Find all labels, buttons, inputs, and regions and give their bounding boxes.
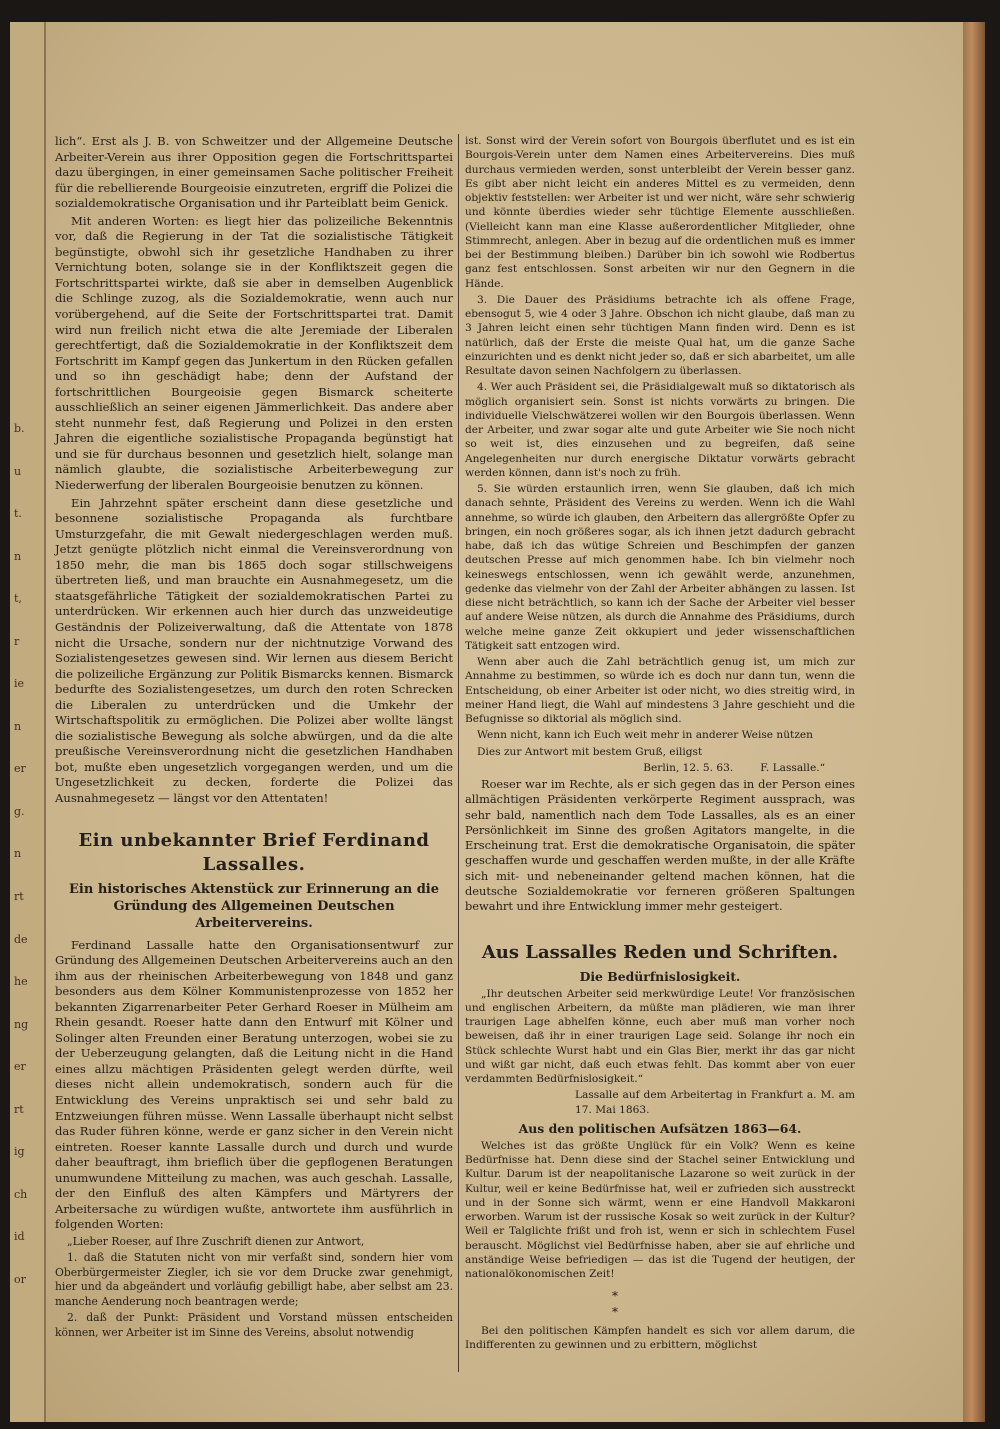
letter-conditions: Wenn aber auch die Zahl beträchtlich genug ist, um mich zur Annahme zu bestimmen, so würde ich es doch nur dann tun, wenn die Entscheidung, ob einer Arbeiter ist oder nicht, wo dies streitig wird, in meiner Hand liegt, die Wahl auf mindestens 3 Jahre geschieht und die Befugnisse so diktorial als möglich sind. xyxy=(465,656,855,725)
article-headline: Ein unbekannter Brief Ferdinand Lassalles. xyxy=(78,829,430,875)
letter-part-2 xyxy=(465,134,855,775)
letter-continuation: ist. Sonst wird der Verein sofort von Bourgois überflutet und es ist ein Bourgois-Verein unter dem Namen eines Arbeitervereins. Dies muß durchaus vermieden werden, sonst unterbleibt der Verein besser ganz. Es gibt aber nicht leicht ein anderes Mittel es zu vermeiden, denn objektiv feststellen: wer Arbeiter ist und wer nicht, wäre sehr schwierig und könnte überdies wieder sehr tüchtige Elemente ausschließen. (Vielleicht kann man eine Klasse außerordentlicher Mitglieder, ohne Stimmrecht, anlegen. Aber in bezug auf die ordentlichen muß es immer bei der Bestimmung bleiben.) Darüber bin ich sowohl wie Rodbertus ganz fest entschlossen. Sonst arbeiten wir nur den Gegnern in die Hände. xyxy=(465,135,855,290)
subsection-title-1: Die Bedürfnislosigkeit. xyxy=(579,968,741,984)
column-divider xyxy=(458,134,459,1372)
letter-signature: F. Lassalle.“ xyxy=(760,761,825,774)
commentary-paragraph: Roeser war im Rechte, als er sich gegen das in der Person eines allmächtigen Präsidenten verkörperte Regiment aussprach, was sehr bald, namentlich nach dem Tode Lassalles, als es an einer Persönlichkeit im Sinne des großen Agitators mangelte, in die Erscheinung trat. Erst die demokratische Organisatoin, die später geschaffen wurde und geschaffen werden mußte, in der alle Kräfte sich mit- und nebeneinander geltend machen können, hat die deutsche Sozialdemokratie vor ferneren größeren Spaltungen bewahrt und ihre Entwicklung immer mehr gesteigert. xyxy=(465,777,855,914)
letter-part-1 xyxy=(55,1235,453,1341)
margin-fragment: t, xyxy=(14,592,22,606)
margin-fragment: r xyxy=(14,634,20,648)
letter-point-2: 2. daß der Punkt: Präsident und Vorstand müssen entscheiden können, wer Arbeiter ist im Sinne des Vereins, absolut notwendig xyxy=(55,1311,453,1339)
letter-closing-1: Wenn nicht, kann ich Euch weit mehr in anderer Weise nützen xyxy=(477,729,813,742)
quote-3: Bei den politischen Kämpfen handelt es sich vor allem darum, die Indifferenten zu gewinnen und zu erbittern, möglichst xyxy=(465,1324,855,1352)
newspaper-page xyxy=(10,22,985,1422)
margin-fragment: g. xyxy=(14,804,25,818)
right-column xyxy=(465,134,855,1369)
margin-fragment: ie xyxy=(14,677,25,691)
subsection-title-2: Aus den politischen Aufsätzen 1863—64. xyxy=(518,1120,802,1136)
quote-2: Welches ist das größte Unglück für ein Volk? Wenn es keine Bedürfnisse hat. Denn diese sind der Stachel seiner Entwicklung und Kultur. Darum ist der neapolitanische Lazarone so weit zurück in der Kultur, weil er keine Bedürfnisse hat, weil er zufrieden sich ausstreckt und in der Sonne sich wärmt, wenn er eine Handvoll Makkaroni erworben. Warum ist der russische Kosak so weit zurück in der Kultur? Weil er Talglichte frißt und froh ist, wenn er sich in schlechtem Fusel berauscht. Möglichst viel Bedürfnisse haben, aber sie auf ehrliche und anständige Weise befriedigen — das ist die Tugend der heutigen, der nationalökonomischen Zeit! xyxy=(465,1139,855,1281)
book-binding xyxy=(963,22,985,1422)
margin-fragment: er xyxy=(14,1060,26,1074)
letter-salutation: „Lieber Roeser, auf Ihre Zuschrift dienen zur Antwort, xyxy=(67,1234,365,1248)
paragraph-1: lich“. Erst als J. B. von Schweitzer und der Allgemeine Deutsche Arbeiter-Verein aus ihrer Opposition gegen die Fortschrittspartei dazu übergingen, in einer gemeinsamen Sache politischer Freiheit für die rebellierende Bourgeoisie einzutreten, ergriff die Polizei die sozialdemokratische Organisation und ihr Parteiblatt beim Genick. xyxy=(55,134,453,211)
previous-page-edge xyxy=(10,22,46,1422)
letter-point-5: 5. Sie würden erstaunlich irren, wenn Sie glauben, daß ich mich danach sehnte, Präsident des Vereins zu werden. Wenn ich die Wahl annehme, so würde ich glauben, den Arbeitern das allergrößte Opfer zu bringen, ein noch größeres sogar, als ich ihnen jetzt dadurch gebracht habe, daß ich das wütige Schreien und Beschimpfen der ganzen deutschen Presse auf mich genommen habe. Ich bin vielmehr noch keineswegs entschlossen, wenn ich gewählt werde, anzunehmen, gedenke das vielmehr von der Zahl der Arbeiter abhängen zu lassen. Ist diese nicht beträchtlich, so kann ich der Sache der Arbeiter viel besser auf andere Weise nützen, als durch die Annahme des Präsidiums, durch welche meine ganze Zeit okkupiert und jeder wissenschaftlichen Tätigkeit satt entzogen wird. xyxy=(465,483,855,652)
separator-stars: * * xyxy=(612,1289,798,1319)
letter-place-date: Berlin, 12. 5. 63. xyxy=(643,761,734,774)
margin-fragment: ig xyxy=(14,1145,25,1159)
margin-fragment: n xyxy=(14,549,22,563)
margin-fragment: ch xyxy=(14,1187,28,1201)
margin-fragment: rt xyxy=(14,890,24,903)
section-title: Aus Lassalles Reden und Schriften. xyxy=(481,941,839,963)
margin-fragment: or xyxy=(14,1272,26,1286)
letter-point-1: 1. daß die Statuten nicht von mir verfaßt sind, sondern hier vom Oberbürgermeister Ziegler, ich sie vor dem Drucke zwar genehmigt, hier und da abgeändert und vorläufig gebilligt habe, aber selbst am 23. manche Aenderung noch beantragen werde; xyxy=(55,1251,453,1308)
paragraph-3: Ein Jahrzehnt später erscheint dann diese gesetzliche und besonnene sozialistische Propaganda als furchtbare Umsturzgefahr, die mit Gewalt niedergeschlagen werden muß. Jetzt genügte plötzlich nicht einmal die Vereinsverordnung von 1850 mehr, die man bis 1865 doch sogar stillschweigens übertreten ließ, und man brauchte ein Ausnahmegesetz, um die staatsgefährliche Tätigkeit der sozialdemokratischen Partei zu unterdrücken. Wir erkennen auch hier durch das unzweideutige Geständnis der Polizeiverwaltung, daß die Attentate von 1878 nicht die Ursache, sondern nur der nichtnutzige Vorwand des Sozialistengesetzes gewesen sind. Wir lernen aus diesem Bericht die polizeiliche Ergänzung zur Politik Bismarcks kennen. Bismarck bedurfte des Sozialistengesetzes, um durch den roten Schrecken die Liberalen zu unterdrücken und die Umkehr der Wirtschaftspolitik zu ermöglichen. Die Polizei aber wollte längst die sozialistische Bewegung als solche abwürgen, und da die alte preußische Vereinsverordnung nicht die gesetzlichen Handhaben bot, mußte eben ungesetzlich vorgegangen werden, und um die Ungesetzlichkeit zu decken, forderte die Polizei das Ausnahmegesetz — längst vor den Attentaten! xyxy=(55,495,453,805)
margin-fragment: u xyxy=(14,464,22,478)
margin-fragment: n xyxy=(14,719,22,733)
margin-fragment: ng xyxy=(14,1017,29,1031)
article-intro: Ferdinand Lassalle hatte den Organisationsentwurf zur Gründung des Allgemeinen Deutschen Arbeitervereins auch an den ihm aus der rheinischen Arbeiterbewegung von 1848 und ganz besonders aus dem Kölner Kommunistenprozesse von 1852 her bekannten Zigarrenarbeiter Peter Gerhard Roeser in Mülheim am Rhein gesandt. Roeser hatte dann den Entwurf mit Kölner und Solinger alten Freunden einer Beratung unterzogen, wobei sie zu der Ueberzeugung gelangten, daß die Leitung nicht in die Hand eines allzu mächtigen Präsidenten gelegt werden dürfte, weil dieses nicht allein undemokratisch, sondern auch für die Entwicklung des Vereins unpraktisch sei und sehr bald zu Entzweiungen führen müsse. Wenn Lassalle überhaupt nicht selbst das Ruder führen könne, werde er ganz sicher in den Verein nicht eintreten. Roeser kannte Lassalle durch und durch und wurde daher beauftragt, ihm brieflich über die gepflogenen Beratungen unumwundene Mitteilung zu machen, was auch geschah. Lassalle, der den Einfluß des alten Kämpfers und Märtyrers der Arbeitersache zu würdigen wußte, antwortete ihm ausführlich in folgenden Worten: xyxy=(55,937,453,1232)
quote-1: „Ihr deutschen Arbeiter seid merkwürdige Leute! Vor französischen und englischen Arbeitern, da müßte man plädieren, wie man ihrer traurigen Lage abhelfen könne, euch aber muß man vorher noch beweisen, daß ihr in einer traurigen Lage seid. Solange ihr noch ein Stück schlechte Wurst habt und ein Glas Bier, merkt ihr das gar nicht und wißt gar nicht, daß euch etwas fehlt. Das kommt aber von euer verdammten Bedürfnislosigkeit.“ xyxy=(465,987,855,1086)
margin-fragment: n xyxy=(14,847,22,861)
margin-fragment: de xyxy=(14,932,28,946)
margin-fragment: t. xyxy=(14,507,22,521)
quote-1-source: Lassalle auf dem Arbeitertag in Frankfurt a. M. am 17. Mai 1863. xyxy=(575,1089,855,1116)
letter-point-3: 3. Die Dauer des Präsidiums betrachte ich als offene Frage, ebensogut 5, wie 4 oder 3 Jahre. Obschon ich nicht glaube, daß man zu 3 Jahren leicht einen sehr tüchtigen Mann finden wird. Denn es ist natürlich, daß der Erste die meiste Qual hat, um die ganze Sache einzurichten und es denkt nicht jeder so, daß er sich abarbeitet, um alle Resultate davon seinen Nachfolgern zu überlassen. xyxy=(465,293,855,377)
margin-fragment: er xyxy=(14,762,26,776)
left-column xyxy=(55,134,453,1369)
letter-date-signature xyxy=(465,761,855,775)
margin-fragment: b. xyxy=(14,422,25,435)
letter-point-4: 4. Wer auch Präsident sei, die Präsidialgewalt muß so diktatorisch als möglich organisiert sein. Sonst ist nichts vorwärts zu bringen. Die individuelle Vielschwätzerei wollen wir den Bourgois überlassen. Wenn der Arbeiter, und zwar sogar alte und gute Arbeiter wie Sie noch nicht so weit ist, dies einzusehen und zu begreifen, daß seine Angelegenheiten nur durch energische Diktatur vorwärts gebracht werden können, dann ist's noch zu früh. xyxy=(465,381,855,479)
margin-fragment: he xyxy=(14,975,28,989)
letter-closing-2: Dies zur Antwort mit bestem Gruß, eiligst xyxy=(477,745,703,758)
margin-fragment: id xyxy=(14,1230,25,1244)
paragraph-2: Mit anderen Worten: es liegt hier das polizeiliche Bekenntnis vor, daß die Regierung in der Tat die sozialistische Tätigkeit begünstigte, obwohl sich ihr gesetzliche Handhaben zu ihrer Vernichtung boten, solange sie in der Konfliktszeit gegen die Fortschrittspartei wirkte, daß sie aber in demselben Augenblick die Schlinge zuzog, als die Sozialdemokratie, wenn auch nur vorübergehend, auf die Seite der Fortschrittspartei trat. Damit wird nun freilich nicht etwa die alte Jeremiade der Liberalen gerechtfertigt, daß die Sozialdemokratie in der Konfliktszeit dem Fortschritt im Kampf gegen das Junkertum in den Rücken gefallen und so ihn geschädigt habe; denn der Aufstand der fortschrittlichen Bourgeoisie gegen Bismarck scheiterte ausschließlich an seiner eigenen Jämmerlichkeit. Das andere aber steht nunmehr fest, daß Regierung und Polizei in den ersten Jahren die eigentliche sozialistische Propaganda begünstigt hat und sie für durchaus besonnen und gesetzlich hielt, solange man nämlich glaubte, die sozialistische Arbeiterbewegung zur Niederwerfung der liberalen Bourgeoisie benutzen zu können. xyxy=(55,213,453,493)
margin-fragment: rt xyxy=(14,1102,24,1116)
article-subheadline: Ein historisches Aktenstück zur Erinnerung an die Gründung des Allgemeinen Deutschen Arbeitervereins. xyxy=(69,881,439,931)
